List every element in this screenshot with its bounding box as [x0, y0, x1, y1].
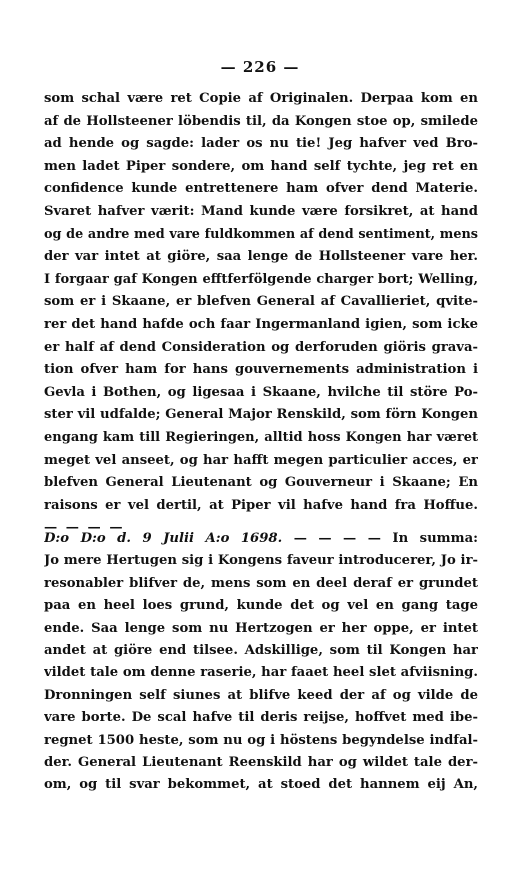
text-line: Jo mere Hertugen sig i Kongens faveur introducerer, Jo ir- [44, 553, 478, 569]
text-line: men ladet Piper sondere, om hand self tychte, jeg ret en [44, 158, 478, 174]
text-line: regnet 1500 heste, som nu og i höstens begyndelse indfal- [44, 732, 478, 748]
dated-heading-line [44, 528, 478, 550]
text-line: blefven General Lieutenant og Gouverneur i Skaane; En [44, 475, 478, 491]
text-line: ster vil udfalde; General Major Renskild, som förn Kongen [44, 407, 478, 423]
page-number: — 226 — [220, 58, 300, 76]
text-line: resonabler blifver de, mens som en deel deraf er grundet [44, 575, 478, 591]
text-line: vildet tale om denne raserie, har faaet heel slet afviisning. [44, 665, 478, 681]
text-line: ad hende og sagde: lader os nu tie! Jeg hafver ved Bro- [44, 136, 478, 152]
text-line: er half af dend Consideration og derforuden giöris grava- [44, 339, 478, 355]
text-line: andet at giöre end tilsee. Adskillige, som til Kongen har [44, 642, 478, 658]
date-heading: D:o D:o d. 9 Julii A:o 1698. [44, 531, 283, 546]
text-line: der. General Lieutenant Reenskild har og wildet tale der- [44, 754, 478, 770]
text-line: I forgaar gaf Kongen efftferfölgende charger bort; Welling, [44, 271, 478, 287]
text-line: som schal være ret Copie af Originalen. Derpaa kom en [44, 91, 478, 106]
text-line: raisons er vel dertil, at Piper vil hafve hand fra Hoffue. [44, 497, 478, 513]
text-line: engang kam till Regieringen, alltid hoss Kongen har været [44, 429, 478, 445]
text-line: Gevla i Bothen, og ligesaa i Skaane, hvilche til störe Po- [44, 384, 478, 400]
text-line: rer det hand hafde och faar Ingermanland igien, som icke [44, 316, 478, 332]
heading-dashes: — — — — [293, 531, 381, 546]
text-line: der var intet at giöre, saa lenge de Hollsteener vare her. [44, 249, 478, 265]
dash-rule: — — — — [44, 520, 125, 536]
paragraph-1 [44, 88, 478, 539]
paragraph-2 [44, 528, 478, 797]
text-line: vare borte. De scal hafve til deris reijse, hoffvet med ibe- [44, 710, 478, 726]
text-line: paa en heel loes grund, kunde det og vel en gang tage [44, 598, 478, 614]
text-line: om, og til svar bekommet, at stoed det hannem eij An, [44, 777, 478, 793]
text-line: meget vel anseet, og har hafft megen particulier acces, er [44, 452, 478, 468]
text-line: ende. Saa lenge som nu Hertzogen er her oppe, er intet [44, 620, 478, 636]
text-line: confidence kunde entrettenere ham ofver dend Materie. [44, 181, 478, 197]
text-line: og de andre med vare fuldkommen af dend sentiment, mens [44, 226, 478, 242]
heading-line-text: In summa: [392, 531, 478, 546]
text-line: tion ofver ham for hans gouvernements administration i [44, 362, 478, 378]
text-line: Dronningen self siunes at blifve keed der af og vilde de [44, 687, 478, 703]
text-line: af de Hollsteener löbendis til, da Kongen stoe op, smilede [44, 113, 478, 129]
text-line: Svaret hafver værit: Mand kunde være forsikret, at hand [44, 203, 478, 219]
text-line: som er i Skaane, er blefven General af Cavallieriet, qvite- [44, 294, 478, 310]
